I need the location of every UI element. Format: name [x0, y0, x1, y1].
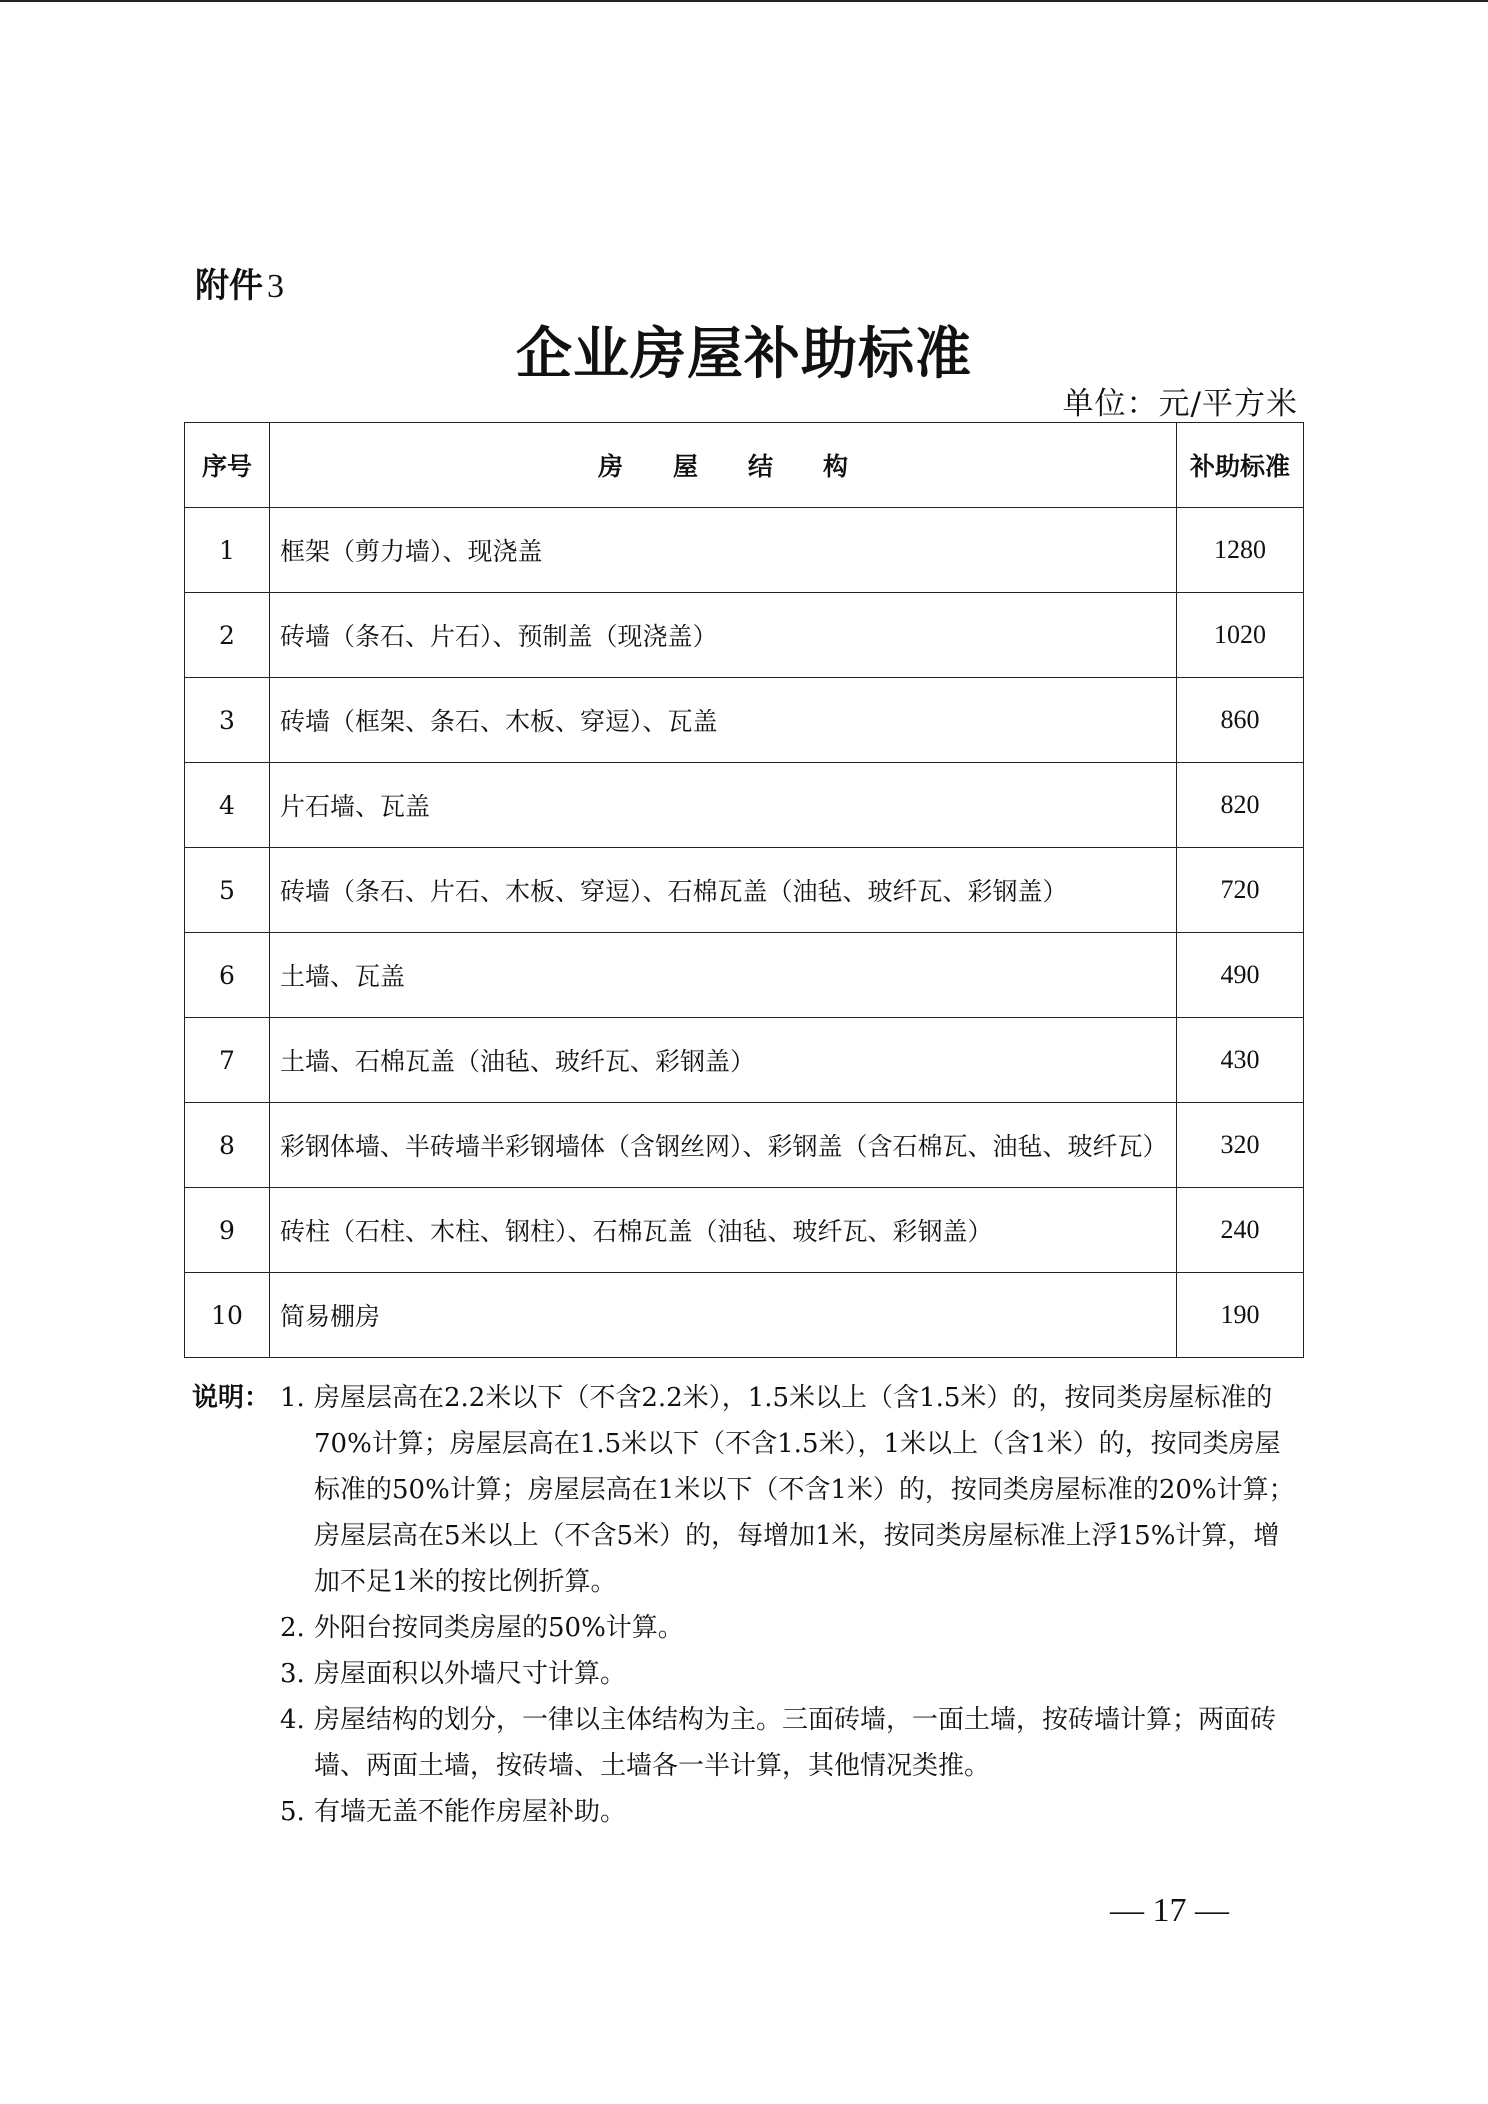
notes-section [192, 1375, 1304, 1835]
table-row [185, 508, 1304, 593]
row-number: 9 [185, 1188, 270, 1273]
note-number: 1. [280, 1383, 305, 1413]
row-number: 4 [185, 763, 270, 848]
note-item [280, 1697, 1304, 1789]
table-row [185, 678, 1304, 763]
row-standard: 820 [1177, 763, 1304, 848]
row-number: 7 [185, 1018, 270, 1103]
row-standard: 1020 [1177, 593, 1304, 678]
row-structure: 砖墙（条石、片石、木板、穿逗）、石棉瓦盖（油毡、玻纤瓦、彩钢盖） [270, 848, 1177, 933]
table-row [185, 1188, 1304, 1273]
attachment-label-text: 附件 [195, 266, 263, 306]
note-text: 房屋层高在2.2米以下（不含2.2米），1.5米以上（含1.5米）的，按同类房屋标准的70%计算；房屋层高在1.5米以下（不含1.5米），1米以上（含1米）的，按同类房屋标准的50%计算；房屋层高在1米以下（不含1米）的，按同类房屋标准的20%计算；房屋层高在5米以上（不含5米）的，每增加1米，按同类房屋标准上浮15%计算，增加不足1米的按比例折算。 [314, 1383, 1295, 1597]
note-item [280, 1789, 1304, 1835]
table-row [185, 848, 1304, 933]
table-header-row [185, 423, 1304, 508]
page-number: — 17 — [1110, 1892, 1229, 1929]
row-structure: 土墙、石棉瓦盖（油毡、玻纤瓦、彩钢盖） [270, 1018, 1177, 1103]
note-text: 外阳台按同类房屋的50%计算。 [314, 1613, 684, 1643]
note-number: 3. [280, 1659, 305, 1689]
note-text: 有墙无盖不能作房屋补助。 [314, 1797, 627, 1827]
note-number: 5. [280, 1797, 305, 1827]
column-header-standard: 补助标准 [1177, 423, 1304, 508]
row-structure: 片石墙、瓦盖 [270, 763, 1177, 848]
row-number: 10 [185, 1273, 270, 1358]
subsidy-standard-table [184, 422, 1304, 1358]
column-header-no: 序号 [185, 423, 270, 508]
note-item [280, 1651, 1304, 1697]
row-number: 2 [185, 593, 270, 678]
row-number: 8 [185, 1103, 270, 1188]
row-standard: 720 [1177, 848, 1304, 933]
note-item [280, 1605, 1304, 1651]
table-row [185, 763, 1304, 848]
row-number: 1 [185, 508, 270, 593]
column-header-structure-text: 房屋结构 [597, 452, 898, 481]
row-standard: 490 [1177, 933, 1304, 1018]
top-border-rule [0, 0, 1488, 2]
notes-lead: 说明： [192, 1383, 271, 1413]
table-row [185, 933, 1304, 1018]
row-standard: 320 [1177, 1103, 1304, 1188]
row-structure: 土墙、瓦盖 [270, 933, 1177, 1018]
row-number: 6 [185, 933, 270, 1018]
attachment-label [195, 258, 284, 307]
row-standard: 430 [1177, 1018, 1304, 1103]
row-standard: 1280 [1177, 508, 1304, 593]
row-structure: 简易棚房 [270, 1273, 1177, 1358]
row-structure: 彩钢体墙、半砖墙半彩钢墙体（含钢丝网）、彩钢盖（含石棉瓦、油毡、玻纤瓦） [270, 1103, 1177, 1188]
table-row [185, 1103, 1304, 1188]
row-structure: 框架（剪力墙）、现浇盖 [270, 508, 1177, 593]
page-title: 企业房屋补助标准 [516, 321, 972, 387]
note-number: 4. [280, 1705, 305, 1735]
unit-label: 单位：元/平方米 [1062, 386, 1298, 422]
column-header-structure [270, 423, 1177, 508]
row-structure: 砖墙（条石、片石）、预制盖（现浇盖） [270, 593, 1177, 678]
table-row [185, 1273, 1304, 1358]
note-number: 2. [280, 1613, 305, 1643]
note-text: 房屋结构的划分，一律以主体结构为主。三面砖墙，一面土墙，按砖墙计算；两面砖墙、两面土墙，按砖墙、土墙各一半计算，其他情况类推。 [314, 1705, 1277, 1781]
row-structure: 砖墙（框架、条石、木板、穿逗）、瓦盖 [270, 678, 1177, 763]
table-row [185, 1018, 1304, 1103]
row-number: 5 [185, 848, 270, 933]
row-standard: 240 [1177, 1188, 1304, 1273]
attachment-number: 3 [267, 268, 284, 305]
note-item [280, 1375, 1304, 1605]
row-standard: 860 [1177, 678, 1304, 763]
note-text: 房屋面积以外墙尺寸计算。 [314, 1659, 627, 1689]
row-structure: 砖柱（石柱、木柱、钢柱）、石棉瓦盖（油毡、玻纤瓦、彩钢盖） [270, 1188, 1177, 1273]
table-row [185, 593, 1304, 678]
row-number: 3 [185, 678, 270, 763]
row-standard: 190 [1177, 1273, 1304, 1358]
